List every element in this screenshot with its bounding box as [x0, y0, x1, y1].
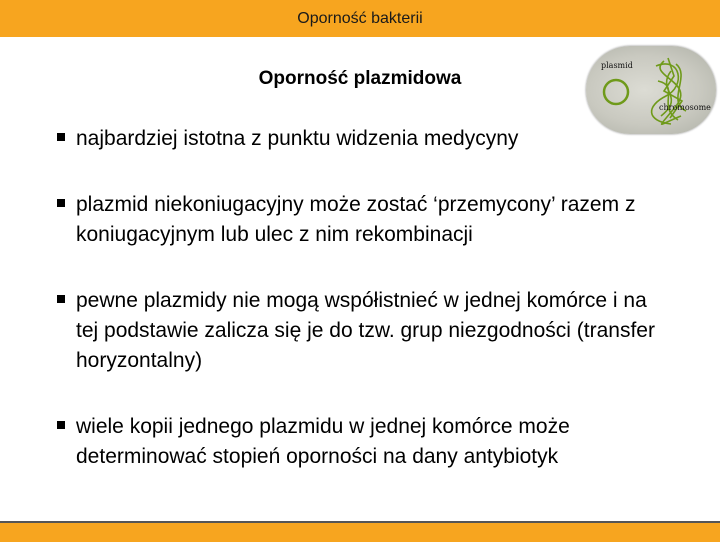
footer-bar	[0, 521, 720, 542]
header-title: Oporność bakterii	[297, 9, 423, 27]
bullet-text: plazmid niekoniugacyjny może zostać ‘przemycony’ razem z koniugacyjnym lub ulec z nim rekombinacji	[76, 193, 636, 246]
bullet-text: wiele kopii jednego plazmidu w jednej komórce może determinować stopień oporności na dany antybiotyk	[76, 415, 570, 468]
bullet-item	[50, 190, 660, 250]
bullet-item	[50, 286, 660, 376]
slide-title: Oporność plazmidowa	[258, 68, 462, 89]
bullet-list	[50, 124, 660, 508]
chromosome-tangle	[652, 58, 686, 124]
square-bullet-icon	[57, 199, 65, 207]
bullet-item	[50, 412, 660, 472]
bullet-text: najbardziej istotna z punktu widzenia medycyny	[76, 127, 519, 150]
square-bullet-icon	[57, 421, 65, 429]
plasmid-label: plasmid	[601, 61, 633, 70]
bullet-item	[50, 124, 660, 154]
plasmid-ring	[604, 80, 628, 104]
square-bullet-icon	[57, 295, 65, 303]
header-bar	[0, 0, 720, 37]
bullet-text: pewne plazmidy nie mogą współistnieć w jednej komórce i na tej podstawie zalicza się je do tzw. grup niezgodności (transfer horyzontalny)	[76, 289, 655, 372]
dna-drawing	[586, 46, 716, 134]
square-bullet-icon	[57, 133, 65, 141]
chromosome-label: chromosome	[659, 103, 711, 112]
